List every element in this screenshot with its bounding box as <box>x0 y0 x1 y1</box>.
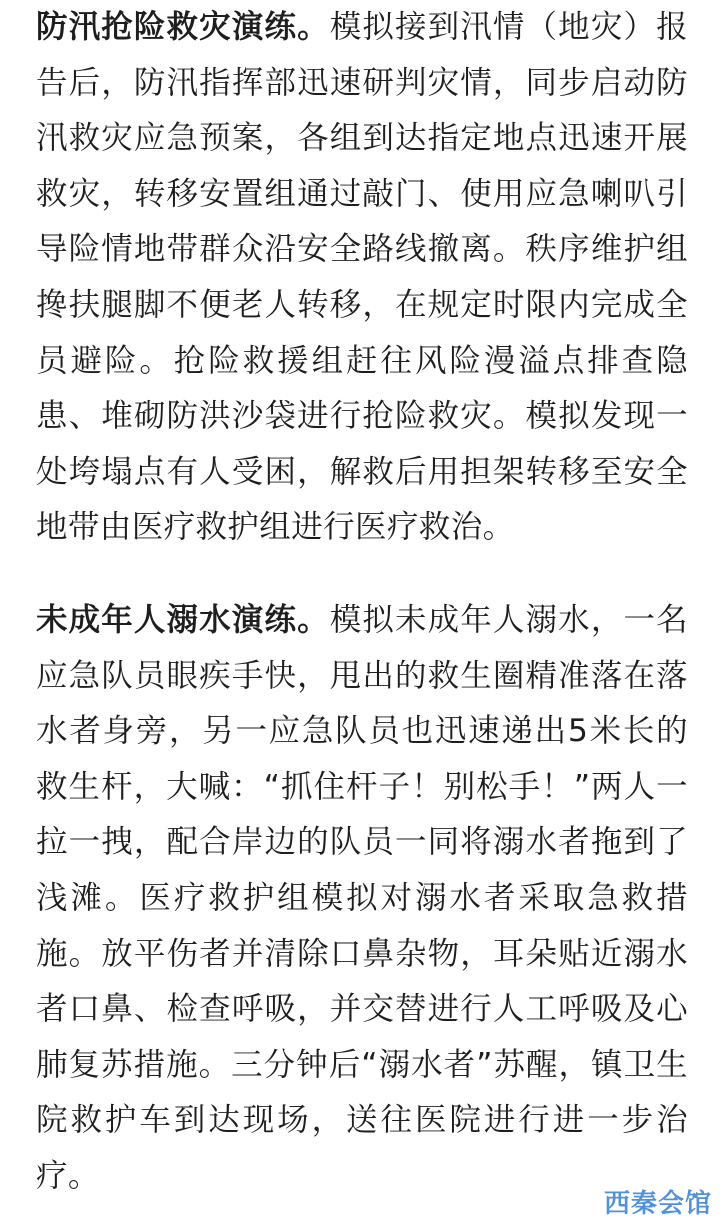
paragraph-flood-drill <box>36 0 688 556</box>
paragraph-drowning-drill <box>36 593 688 1205</box>
paragraph-text-flood-drill: 模拟接到汛情（地灾）报告后，防汛指挥部迅速研判灾情，同步启动防汛救灾应急预案，各组到达指定地点迅速开展救灾，转移安置组通过敲门、使用应急喇叭引导险情地带群众沿安全路线撤离。秩序维护组搀扶腿脚不便老人转移，在规定时限内完成全员避险。抢险救援组赶往风险漫溢点排查隐患、堆砌防洪沙袋进行抢险救灾。模拟发现一处垮塌点有人受困，解救后用担架转移至安全地带由医疗救护组进行医疗救治。 <box>36 9 688 546</box>
paragraph-lead-drowning-drill: 未成年人溺水演练。 <box>36 601 330 638</box>
paragraph-text-drowning-drill: 模拟未成年人溺水，一名应急队员眼疾手快，甩出的救生圈精准落在落水者身旁，另一应急队员也迅速递出5米长的救生杆，大喊：“抓住杆子！别松手！”两人一拉一拽，配合岸边的队员一同将溺水者拖到了浅滩。医疗救护组模拟对溺水者采取急救措施。放平伤者并清除口鼻杂物，耳朵贴近溺水者口鼻、检查呼吸，并交替进行人工呼吸及心肺复苏措施。三分钟后“溺水者”苏醒，镇卫生院救护车到达现场，送往医院进行进一步治疗。 <box>36 601 688 1194</box>
article-body <box>36 0 688 1204</box>
watermark-logo: 西秦会馆 <box>603 1189 712 1219</box>
paragraph-lead-flood-drill: 防汛抢险救灾演练。 <box>36 9 330 45</box>
